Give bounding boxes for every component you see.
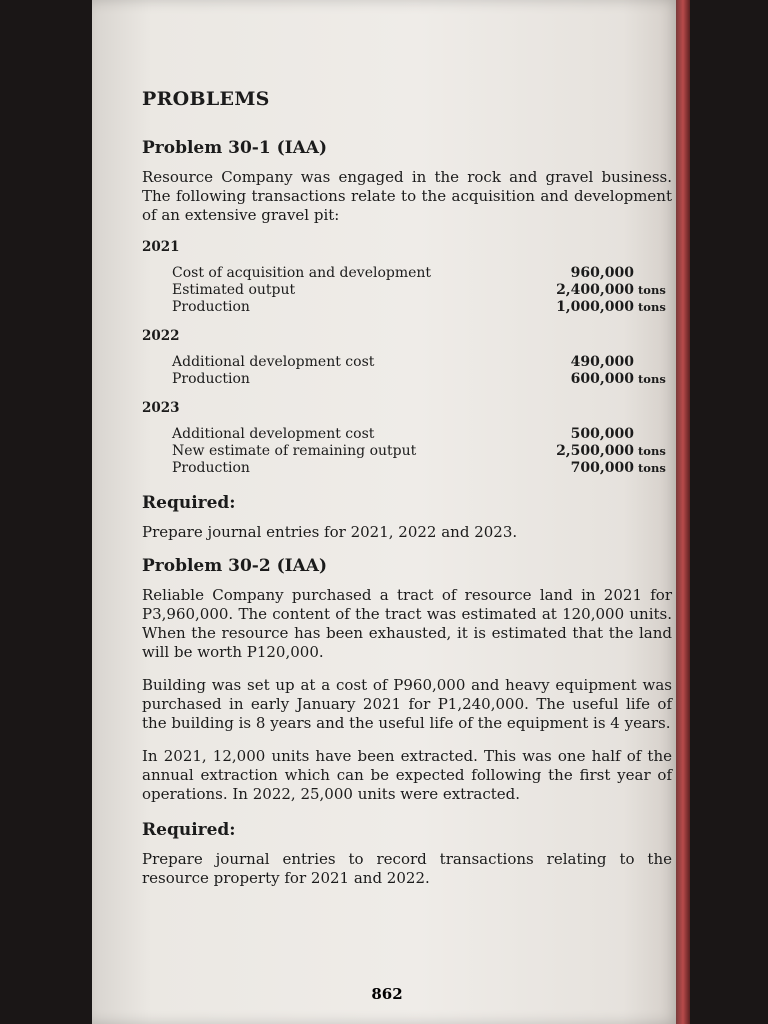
transaction-row	[142, 443, 672, 460]
problem-title: Problem 30-2 (IAA)	[142, 556, 328, 576]
year-block-2022	[142, 328, 672, 388]
item-amount: 2,400,000	[556, 282, 634, 298]
page-number: 862	[371, 985, 403, 1003]
year-block-2023	[142, 400, 672, 477]
item-label: Additional development cost	[172, 354, 375, 370]
item-unit: tons	[638, 461, 666, 475]
item-label: New estimate of remaining output	[172, 443, 417, 459]
item-amount: 600,000	[570, 371, 634, 387]
item-label: Additional development cost	[172, 426, 375, 442]
item-label: Cost of acquisition and development	[172, 265, 432, 281]
item-label: Production	[172, 371, 250, 387]
problem-paragraph: Reliable Company purchased a tract of resource land in 2021 for P3,960,000. The content of the tract was estimated at 120,000 units. When the resource has been exhausted, it is estimated that the land will be worth P120,000.	[142, 586, 672, 661]
required-heading: Required:	[142, 820, 236, 840]
item-unit: tons	[638, 372, 666, 386]
item-amount: 960,000	[570, 265, 634, 281]
item-label: Production	[172, 299, 250, 315]
problem-30-2	[142, 556, 672, 888]
section-title: PROBLEMS	[142, 88, 270, 110]
item-amount: 500,000	[570, 426, 634, 442]
transaction-row	[142, 426, 672, 443]
item-unit: tons	[638, 444, 666, 458]
required-text: Prepare journal entries to record transactions relating to the resource property for 2021 and 2022.	[142, 850, 672, 887]
transaction-row	[142, 265, 672, 282]
transaction-row	[142, 282, 672, 299]
item-amount: 2,500,000	[556, 443, 634, 459]
transaction-row	[142, 299, 672, 316]
problem-intro: Resource Company was engaged in the rock and gravel business. The following transactions relate to the acquisition and development of an extensive gravel pit:	[142, 168, 672, 224]
year-block-2021	[142, 239, 672, 316]
book-page	[92, 0, 682, 1024]
year-label: 2022	[142, 328, 180, 344]
problem-30-1	[142, 138, 672, 542]
required-heading: Required:	[142, 493, 236, 513]
problem-paragraph: In 2021, 12,000 units have been extracted. This was one half of the annual extraction which can be expected following the first year of operations. In 2022, 25,000 units were extracted.	[142, 747, 672, 803]
item-amount: 700,000	[570, 460, 634, 476]
transaction-row	[142, 371, 672, 388]
required-text: Prepare journal entries for 2021, 2022 and 2023.	[142, 523, 518, 541]
item-unit: tons	[638, 283, 666, 297]
year-label: 2023	[142, 400, 180, 416]
item-label: Estimated output	[172, 282, 296, 298]
page-content	[142, 88, 672, 902]
transaction-row	[142, 460, 672, 477]
transaction-row	[142, 354, 672, 371]
problem-title: Problem 30-1 (IAA)	[142, 138, 328, 158]
item-label: Production	[172, 460, 250, 476]
item-amount: 490,000	[570, 354, 634, 370]
problem-paragraph: Building was set up at a cost of P960,000 and heavy equipment was purchased in early January 2021 for P1,240,000. The useful life of the building is 8 years and the useful life of the equipment is 4 years.	[142, 676, 672, 732]
year-label: 2021	[142, 239, 180, 255]
item-unit: tons	[638, 300, 666, 314]
item-amount: 1,000,000	[556, 299, 634, 315]
book-spine-edge	[676, 0, 690, 1024]
